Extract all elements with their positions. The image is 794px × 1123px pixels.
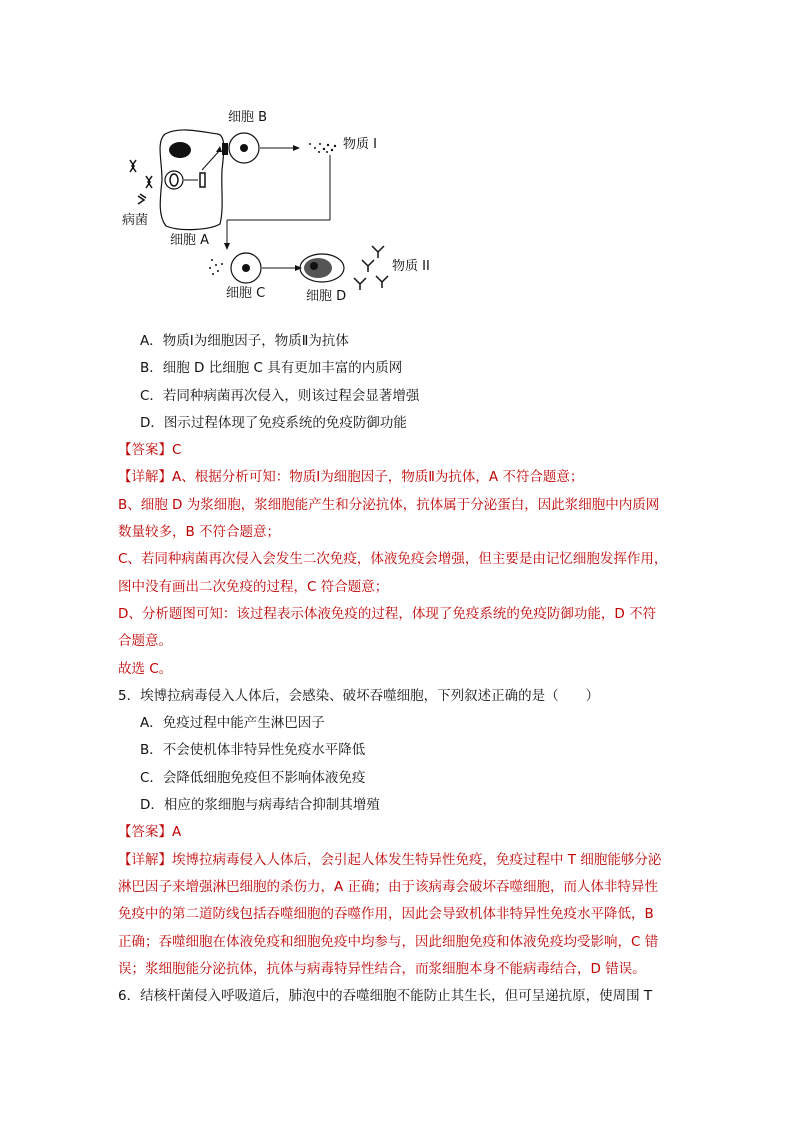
q5-analysis-line: 正确；吞噬细胞在体液免疫和细胞免疫中均参与，因此细胞免疫和体液免疫均受影响，C 错 [118,933,659,950]
q4-analysis-line: 数量较多，B 不符合题意； [118,524,281,541]
q5-analysis-line: 误；浆细胞能分泌抗体，抗体与病毒特异性结合，而浆细胞本身不能病毒结合，D 错误。 [118,960,646,977]
label-bacteria: 病菌 [122,213,149,228]
q5-option-b: B．不会使机体非特异性免疫水平降低 [140,742,366,759]
immune-diagram [110,100,450,310]
q6-stem: 6．结核杆菌侵入呼吸道后，肺泡中的吞噬细胞不能防止其生长，但可呈递抗原，使周围 T [118,988,653,1005]
cell-a-nucleus [169,142,191,158]
q5-stem: 5．埃博拉病毒侵入人体后，会感染、破坏吞噬细胞，下列叙述正确的是（ ） [118,687,600,704]
q4-analysis-line: C、若同种病菌再次侵入会发生二次免疫，体液免疫会增强，但主要是由记忆细胞发挥作用， [118,551,668,568]
answer-tag: 【答案】 [118,824,172,841]
label-cell-c: 细胞 C [226,286,266,301]
q5-option-c: C．会降低细胞免疫但不影响体液免疫 [140,769,366,786]
label-substance-1: 物质 I [343,137,377,152]
bacteria-group [130,160,152,204]
q4-analysis-line: 合题意。 [118,633,172,650]
q4-analysis-line: B、细胞 D 为浆细胞，浆细胞能产生和分泌抗体，抗体属于分泌蛋白，因此浆细胞中内质网 [118,496,660,513]
label-cell-d: 细胞 D [306,289,347,304]
q4-option-b: B．细胞 D 比细胞 C 具有更加丰富的内质网 [140,360,403,377]
label-cell-a: 细胞 A [170,233,210,248]
antibodies [354,246,388,290]
q4-analysis-line: D、分析题图可知：该过程表示体液免疫的过程，体现了免疫系统的免疫防御功能，D 不符 [118,605,657,622]
answer-tag: 【答案】 [118,442,172,459]
q4-option-c: C．若同种病菌再次侵入，则该过程会显著增强 [140,387,420,404]
q5-answer [118,819,678,846]
q5-option-a: A．免疫过程中能产生淋巴因子 [140,715,325,732]
q4-analysis-line: 【详解】A、根据分析可知：物质Ⅰ为细胞因子，物质Ⅱ为抗体，A 不符合题意； [118,469,584,486]
q5-analysis-line: 淋巴因子来增强淋巴细胞的杀伤力，A 正确；由于该病毒会破坏吞噬细胞，而人体非特异性 [118,878,659,895]
q4-option-d: D．图示过程体现了免疫系统的免疫防御功能 [140,414,407,431]
label-cell-b: 细胞 B [228,110,268,125]
q4-analysis-line: 图中没有画出二次免疫的过程，C 符合题意； [118,578,389,595]
answer-value: A [172,824,182,841]
q5-analysis-line: 【详解】埃博拉病毒侵入人体后，会引起人体发生特异性免疫，免疫过程中 T 细胞能够分泌 [118,851,662,868]
q5-option-d: D．相应的浆细胞与病毒结合抑制其增殖 [140,797,380,814]
q4-answer [118,437,678,464]
q5-analysis-line: 免疫中的第二道防线包括吞噬细胞的吞噬作用，因此会导致机体非特异性免疫水平降低，B [118,906,654,923]
q4-option-a: A．物质Ⅰ为细胞因子，物质Ⅱ为抗体 [140,333,349,349]
answer-value: C [172,442,182,459]
immune-process-figure [110,100,450,310]
label-substance-2: 物质 II [392,259,430,274]
question-content [118,328,678,1010]
q4-analysis-line: 故选 C。 [118,660,173,677]
substance-1-dots [309,143,336,153]
